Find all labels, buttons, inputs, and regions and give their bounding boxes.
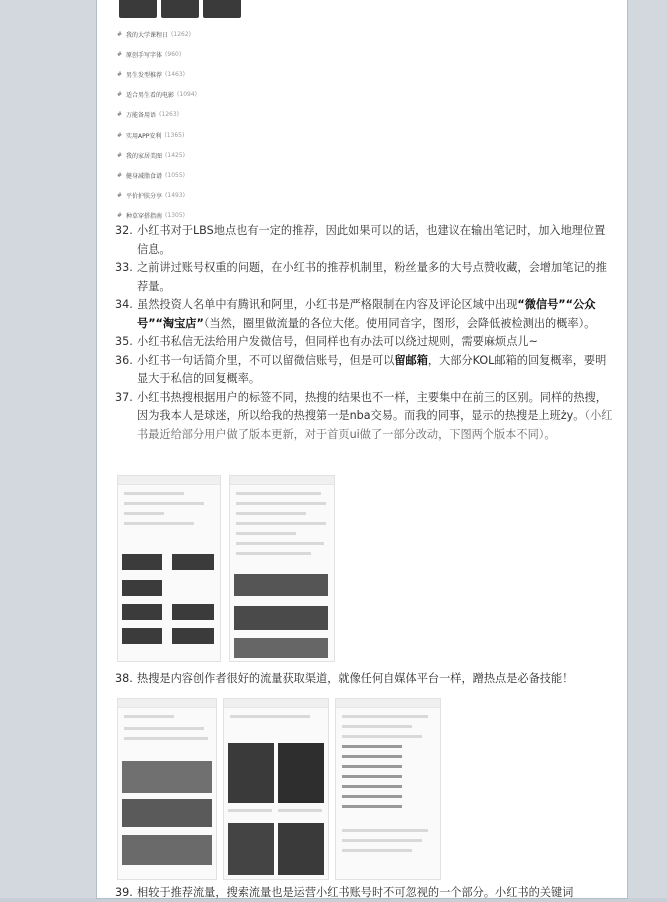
topic-label: 我的大学课程日 <box>126 31 169 39</box>
hash-icon: # <box>117 171 123 179</box>
topic-count: (1055) <box>165 171 185 179</box>
tip-text-part: （当然，圈里做流量的各位大佬。使用同音字，图形，会降低被检测出的概率）。 <box>203 316 596 330</box>
tip-text <box>137 352 615 389</box>
topic-count: (960) <box>165 50 182 58</box>
phone-screenshot <box>229 475 335 662</box>
topic-label: 原创手写字体 <box>126 51 163 59</box>
tip-item <box>115 389 615 445</box>
tip-text-part: 小红书热搜根据用户的标签不同，热搜的结果也不一样，主要集中在前三的区别。同样的热搜，因为我本人是球迷，所以给我的热搜第一是nba交易。而我的同事，显示的热搜是上班ży。 <box>137 390 607 422</box>
tip-item <box>115 296 615 333</box>
topic-list-item <box>117 125 317 145</box>
thumbnail <box>119 0 157 18</box>
topic-list-item <box>117 85 317 105</box>
hash-icon: # <box>117 70 123 78</box>
topic-list-item <box>117 145 317 165</box>
phone-screenshot <box>335 698 441 880</box>
topic-label: 平价护肤分享 <box>126 193 163 201</box>
hash-icon: # <box>117 91 123 99</box>
topic-count: (1425) <box>165 151 185 159</box>
tip-text-part: 虽然投资人名单中有腾讯和阿里，小红书是严格限制在内容及评论区域中出现 <box>137 298 518 311</box>
topic-label: 健身减脂食谱 <box>126 172 163 180</box>
hash-icon: # <box>117 50 123 58</box>
tip-item <box>115 352 615 389</box>
thumbnail <box>161 0 199 18</box>
topic-label: 万能备用语 <box>126 112 157 120</box>
topic-label: 种草穿搭指南 <box>126 213 163 221</box>
tip-note: （小红书最近给部分用户做了版本更新，对于首页ui做了一部分改动，下图两个版本不同）。 <box>137 409 613 441</box>
tip-item <box>115 333 615 352</box>
topic-count: (1493) <box>165 192 185 200</box>
topic-list-item <box>117 165 317 185</box>
hash-icon: # <box>117 192 123 200</box>
tip-emphasis: “微信号”“公众号”“淘宝店” <box>137 298 596 330</box>
tip-text <box>137 389 615 445</box>
phone-screenshot <box>117 475 221 662</box>
tip-number: 35. <box>115 335 133 348</box>
thumbnail <box>203 0 241 18</box>
phone-screenshot <box>223 698 329 880</box>
tip-text-part: 小红书一句话简介里，不可以留微信账号，但是可以 <box>137 353 395 367</box>
topic-label: 实用APP安利 <box>126 132 162 140</box>
topic-count: (1262) <box>171 30 191 38</box>
topic-count: (1365) <box>164 131 185 139</box>
topic-label: 男生发型推荐 <box>126 71 163 79</box>
phone-screenshot <box>117 698 217 880</box>
tip-item <box>115 259 615 296</box>
topic-list-item <box>117 186 317 206</box>
hash-icon: # <box>117 212 123 220</box>
tip-text: 之前讲过账号权重的问题，在小红书的推荐机制里，粉丝量多的大号点赞收藏，会增加笔记的推荐量。 <box>137 261 607 293</box>
tips-list <box>115 222 615 444</box>
screenshot-group-search <box>117 698 441 880</box>
topic-count: (1094) <box>177 91 197 99</box>
topic-list-item <box>117 24 317 44</box>
topic-label: 我的家居美图 <box>126 152 163 160</box>
top-image-strip <box>119 0 241 18</box>
tip-number: 32. <box>115 224 133 237</box>
tip-38 <box>115 670 615 688</box>
tip-emphasis: 留邮箱 <box>394 353 428 367</box>
document-page <box>97 0 627 898</box>
tip-text: 小红书对于LBS地点也有一定的推荐，因此如果可以的话，也建议在输出笔记时，加入地理位置信息。 <box>137 224 606 256</box>
screenshot-group-hot-search <box>117 475 335 662</box>
tip-text <box>137 296 615 333</box>
tip-number: 37. <box>115 390 133 404</box>
topic-list-item <box>117 105 317 125</box>
hash-icon: # <box>117 131 123 139</box>
tip-number: 33. <box>115 261 133 274</box>
tip-number: 38. <box>115 672 133 685</box>
tip-text-part: ，大部分KOL邮箱的回复概率，要明显大于私信的回复概率。 <box>137 353 607 385</box>
topic-count: (1263) <box>159 111 179 119</box>
tip-text: 相较于推荐流量，搜索流量也是运营小红书账号时不可忽视的一个部分。小红书的关键词 <box>137 886 574 899</box>
topic-count: (1305) <box>165 212 185 220</box>
tip-item <box>115 222 615 259</box>
topic-list-item <box>117 64 317 84</box>
topic-label: 适合男生看的电影 <box>126 92 175 100</box>
topic-list-item <box>117 44 317 64</box>
hash-icon: # <box>117 30 123 38</box>
tip-number: 36. <box>115 353 133 367</box>
hash-icon: # <box>117 111 123 119</box>
tip-number: 39. <box>115 886 133 899</box>
tip-text: 热搜是内容创作者很好的流量获取渠道，就像任何自媒体平台一样，蹭热点是必备技能！ <box>137 672 574 685</box>
tip-39 <box>115 884 615 902</box>
hash-icon: # <box>117 151 123 159</box>
topic-count: (1463) <box>165 70 185 78</box>
tip-text: 小红书私信无法给用户发微信号，但同样也有办法可以绕过规则，需要麻烦点儿~ <box>137 335 538 348</box>
topic-list <box>117 24 317 226</box>
tip-number: 34. <box>115 298 133 311</box>
